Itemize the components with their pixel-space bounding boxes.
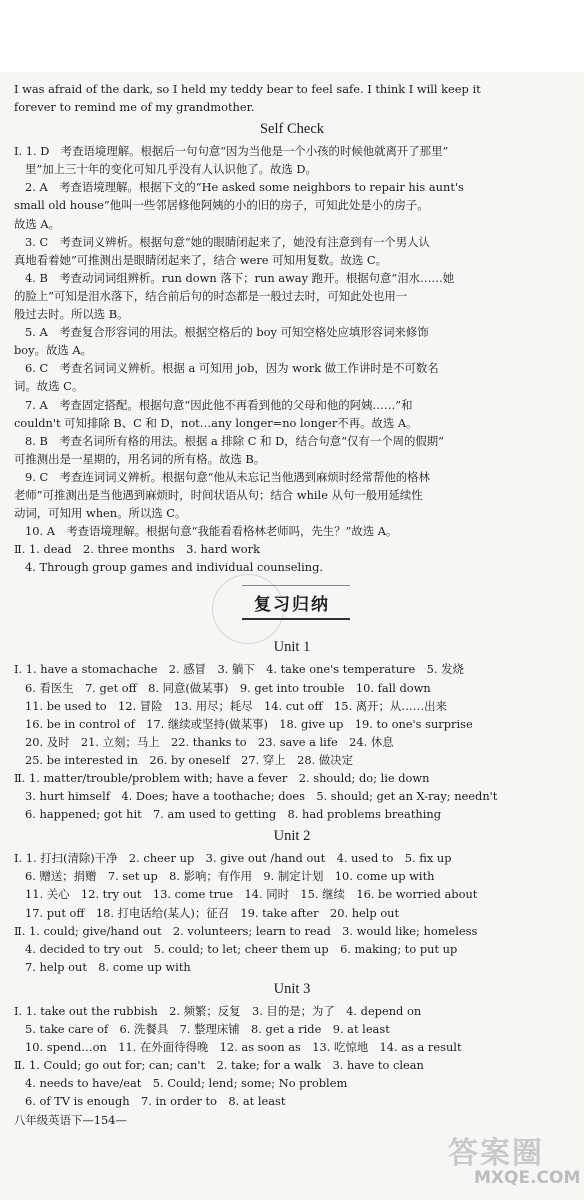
unit-line: 3. hurt himself 4. Does; have a toothache; does 5. should; get an X-ray; needn't [25,789,498,804]
self-check-heading: Self Check [259,121,325,138]
answer-line: 般过去时。所以选 B。 [14,307,129,322]
unit-line: 6. 赠送；捐赠 7. set up 8. 影响；有作用 9. 制定计划 10. come up with [25,869,435,884]
review-title: 复习归纳 [254,595,330,616]
unit-line: Ⅰ. 1. take out the rubbish 2. 频繁；反复 3. 目的是；为了 4. depend on [14,1003,422,1018]
answer-line: 10. A 考查语境理解。根据句意“我能看看格林老师吗，先生？”故选 A。 [25,524,398,539]
unit-line: 6. happened; got hit 7. am used to getting 8. had problems breathing [25,807,442,822]
answer-line: 老师”可推测出是当他遇到麻烦时，时间状语从句；结合 while 从句一般用延续性 [14,487,423,502]
answer-line: 真地看着她”可推测出是眼睛闭起来了，结合 were 可知用复数。故选 C。 [14,252,388,267]
answer-line: 2. A 考查语境理解。根据下文的“He asked some neighbors to repair his aunt's [25,180,464,195]
page-content [14,80,570,1111]
answer-line: 可推测出是一星期的，用名词的所有格。故选 B。 [14,451,266,466]
answer-line: 4. B 考查动词词组辨析。run down 落下；run away 跑开。根据句意“泪水……她 [25,270,455,285]
top-margin [0,0,584,72]
answer-line: 7. A 考查固定搭配。根据句意“因此他不再看到他的父母和他的阿姨……”和 [25,397,413,412]
unit-line: Ⅱ. 1. matter/trouble/problem with; have a fever 2. should; do; lie down [14,771,430,785]
unit-line: Ⅱ. 1. Could; go out for; can; can't 2. take; for a walk 3. have to clean [14,1058,424,1073]
answer-line: 动词，可知用 when。所以选 C。 [14,506,187,521]
answer-line: small old house”他叫一些邻居修他阿姨的小的旧的房子，可知此处是小的房子。 [14,198,429,213]
watermark-url: MXQE.COM [474,1168,581,1188]
unit-2-section [14,825,570,976]
self-check-answers [14,142,570,576]
unit-heading: Unit 1 [273,639,311,656]
answer-line: 6. C 考查名词词义辨析。根据 a 可知用 job，因为 work 做工作讲时是不可数名 [25,361,439,376]
unit-line: 11. 关心 12. try out 13. come true 14. 同时 15. 继续 16. be worried about [25,887,478,902]
answer-line: 里”加上三十年的变化可知几乎没有人认识他了。故选 D。 [25,162,317,177]
unit-line: 4. needs to have/eat 5. Could; lend; some; No problem [25,1076,348,1091]
unit-line: 25. be interested in 26. by oneself 27. 穿上 28. 做决定 [25,752,353,767]
answer-line: 词。故选 C。 [14,379,84,394]
unit-line: Ⅱ. 1. could; give/hand out 2. volunteers; learn to read 3. would like; homeless [14,923,478,938]
answer-line: 故选 A。 [14,216,61,231]
unit-line: Ⅰ. 1. have a stomachache 2. 感冒 3. 躺下 4. take one's temperature 5. 发烧 [14,662,464,677]
unit-line: 16. be in control of 17. 继续或坚持(做某事) 18. give up 19. to one's surprise [25,716,473,731]
unit-line: 7. help out 8. come up with [25,959,191,974]
answer-line: 的脸上”可知是泪水落下，结合前后句的时态都是一般过去时，可知此处也用一 [14,288,408,303]
unit-line: 10. spend…on 11. 在外面待得晚 12. as soon as 13. 吃惊地 14. as a result [25,1040,462,1055]
page-footer: 八年级英语下—154— [14,1113,127,1127]
unit-heading: Unit 2 [273,828,311,845]
answer-line: 9. C 考查连词词义辨析。根据句意“他从未忘记当他遇到麻烦时经常帮他的格林 [25,469,430,484]
unit-line: 6. of TV is enough 7. in order to 8. at least [25,1094,286,1109]
unit-line: 6. 看医生 7. get off 8. 同意(做某事) 9. get into trouble 10. fall down [25,680,431,695]
watermark-logo [442,1124,580,1196]
answer-line: 5. A 考查复合形容词的用法。根据空格后的 boy 可知空格处应填形容词来修饰 [25,325,429,340]
answer-line: Ⅱ. 1. dead 2. three months 3. hard work [14,542,261,557]
unit-3-section [14,978,570,1111]
watermark-text: 答案圈 [448,1136,544,1171]
unit-1-section [14,636,570,823]
answer-line: couldn't 可知排除 B、C 和 D，not…any longer=no longer不再。故选 A。 [14,415,418,430]
answer-line: boy。故选 A。 [14,343,92,358]
answer-line: Ⅰ. 1. D 考查语境理解。根据后一句句意“因为当他是一个小孩的时候他就离开了那里” [14,144,449,159]
unit-line: 17. put off 18. 打电话给(某人)；征召 19. take after 20. help out [25,905,400,920]
unit-heading: Unit 3 [273,980,311,997]
intro-line: forever to remind me of my grandmother. [14,100,255,115]
intro-paragraph [14,80,570,116]
answer-line: 3. C 考查词义辨析。根据句意“她的眼睛闭起来了，她没有注意到有一个男人认 [25,234,430,249]
unit-line: 5. take care of 6. 洗餐具 7. 整理床铺 8. get a ride 9. at least [25,1022,390,1037]
intro-line: I was afraid of the dark, so I held my teddy bear to feel safe. I think I will keep it [14,82,481,96]
unit-line: 4. decided to try out 5. could; to let; cheer them up 6. making; to put up [25,941,458,956]
review-banner [14,580,570,634]
unit-line: 11. be used to 12. 冒险 13. 用尽；耗尽 14. cut off 15. 离开；从……出来 [25,698,447,713]
unit-line: Ⅰ. 1. 打扫(清除)干净 2. cheer up 3. give out /hand out 4. used to 5. fix up [14,851,452,866]
unit-line: 20. 及时 21. 立刻；马上 22. thanks to 23. save a life 24. 休息 [25,734,394,749]
answer-line: 8. B 考查名词所有格的用法。根据 a 排除 C 和 D，结合句意“仅有一个周的假期” [25,433,444,448]
answer-line: 4. Through group games and individual counseling. [25,560,323,575]
